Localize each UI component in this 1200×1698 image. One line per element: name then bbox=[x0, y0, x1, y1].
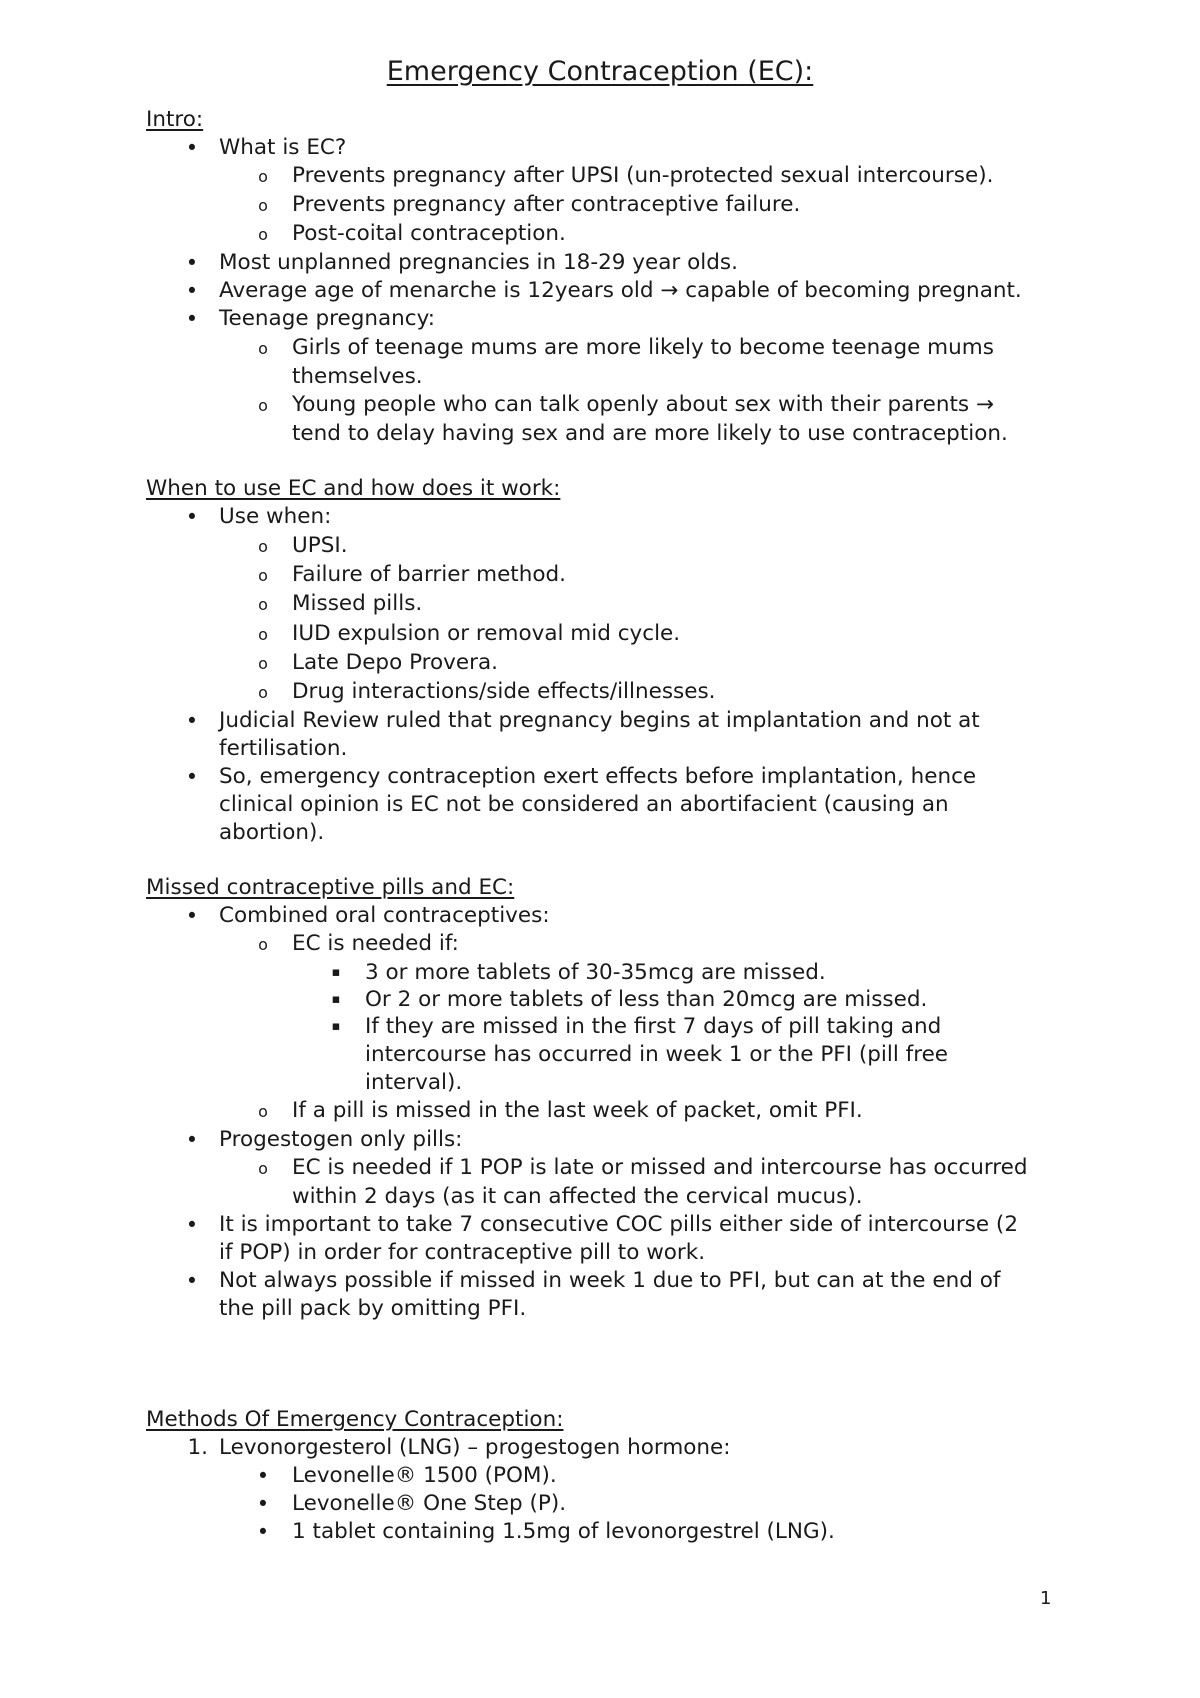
page-title: Emergency Contraception (EC): bbox=[386, 56, 814, 87]
list-item: EC is needed if: bbox=[292, 931, 459, 956]
bullet-marker: • bbox=[185, 505, 199, 529]
list-item-continuation: within 2 days (as it can affected the cervical mucus). bbox=[292, 1184, 863, 1209]
list-item-continuation: the pill pack by omitting PFI. bbox=[219, 1296, 527, 1321]
list-item: Levonelle® 1500 (POM). bbox=[292, 1463, 557, 1488]
circle-marker: o bbox=[258, 935, 268, 954]
list-item: Late Depo Provera. bbox=[292, 650, 498, 675]
bullet-marker: • bbox=[256, 1464, 270, 1488]
bullet-marker: • bbox=[185, 136, 199, 160]
bullet-marker: • bbox=[185, 1213, 199, 1237]
list-item: EC is needed if 1 POP is late or missed and intercourse has occurred bbox=[292, 1155, 1028, 1180]
list-item: Use when: bbox=[219, 504, 332, 529]
list-item-continuation: intercourse has occurred in week 1 or the PFI (pill free bbox=[365, 1042, 949, 1067]
list-item-continuation: themselves. bbox=[292, 364, 423, 389]
bullet-marker: • bbox=[185, 307, 199, 331]
list-item: Levonelle® One Step (P). bbox=[292, 1491, 567, 1516]
list-item: It is important to take 7 consecutive COC pills either side of intercourse (2 bbox=[219, 1212, 1018, 1237]
list-item: Not always possible if missed in week 1 due to PFI, but can at the end of bbox=[219, 1268, 1001, 1293]
list-item: Judicial Review ruled that pregnancy begins at implantation and not at bbox=[219, 708, 980, 733]
circle-marker: o bbox=[258, 225, 268, 244]
bullet-marker: • bbox=[185, 279, 199, 303]
intro-heading: Intro: bbox=[146, 107, 204, 132]
list-item: Average age of menarche is 12years old → capable of becoming pregnant. bbox=[219, 278, 1022, 303]
circle-marker: o bbox=[258, 654, 268, 673]
circle-marker: o bbox=[258, 339, 268, 358]
list-item: IUD expulsion or removal mid cycle. bbox=[292, 621, 681, 646]
list-item-continuation: abortion). bbox=[219, 820, 325, 845]
list-item: If a pill is missed in the last week of packet, omit PFI. bbox=[292, 1098, 863, 1123]
list-item-continuation: clinical opinion is EC not be considered an abortifacient (causing an bbox=[219, 792, 949, 817]
bullet-marker: • bbox=[185, 251, 199, 275]
list-item-continuation: fertilisation. bbox=[219, 736, 348, 761]
list-item: Drug interactions/side effects/illnesses. bbox=[292, 679, 716, 704]
bullet-marker: • bbox=[185, 904, 199, 928]
list-item: So, emergency contraception exert effects before implantation, hence bbox=[219, 764, 977, 789]
list-item: Or 2 or more tablets of less than 20mcg are missed. bbox=[365, 987, 928, 1012]
list-item: Post-coital contraception. bbox=[292, 221, 566, 246]
list-item: Failure of barrier method. bbox=[292, 562, 566, 587]
list-item: If they are missed in the first 7 days of pill taking and bbox=[365, 1014, 942, 1039]
missed-heading: Missed contraceptive pills and EC: bbox=[146, 875, 515, 900]
when-heading: When to use EC and how does it work: bbox=[146, 476, 561, 501]
circle-marker: o bbox=[258, 595, 268, 614]
circle-marker: o bbox=[258, 537, 268, 556]
circle-marker: o bbox=[258, 1102, 268, 1121]
list-item: Levonorgesterol (LNG) – progestogen hormone: bbox=[219, 1435, 731, 1460]
list-item: Teenage pregnancy: bbox=[219, 306, 435, 331]
circle-marker: o bbox=[258, 396, 268, 415]
list-item: 3 or more tablets of 30-35mcg are missed. bbox=[365, 960, 826, 985]
list-item: Combined oral contraceptives: bbox=[219, 903, 550, 928]
list-item-continuation: if POP) in order for contraceptive pill to work. bbox=[219, 1240, 706, 1265]
list-item: Young people who can talk openly about sex with their parents → bbox=[292, 392, 994, 417]
list-item: Prevents pregnancy after contraceptive failure. bbox=[292, 192, 801, 217]
bullet-marker: • bbox=[256, 1520, 270, 1544]
list-item: Girls of teenage mums are more likely to become teenage mums bbox=[292, 335, 994, 360]
circle-marker: o bbox=[258, 1159, 268, 1178]
bullet-marker: • bbox=[185, 1128, 199, 1152]
circle-marker: o bbox=[258, 625, 268, 644]
square-marker: ▪ bbox=[331, 992, 341, 1007]
page-number: 1 bbox=[1040, 1588, 1052, 1609]
list-item: Progestogen only pills: bbox=[219, 1127, 463, 1152]
list-item: Prevents pregnancy after UPSI (un-protected sexual intercourse). bbox=[292, 163, 994, 188]
square-marker: ▪ bbox=[331, 1019, 341, 1034]
bullet-marker: • bbox=[185, 709, 199, 733]
bullet-marker: • bbox=[185, 1269, 199, 1293]
circle-marker: o bbox=[258, 566, 268, 585]
bullet-marker: • bbox=[256, 1492, 270, 1516]
list-item: UPSI. bbox=[292, 533, 348, 558]
circle-marker: o bbox=[258, 196, 268, 215]
number-marker: 1. bbox=[187, 1435, 208, 1460]
list-item: Missed pills. bbox=[292, 591, 423, 616]
list-item: What is EC? bbox=[219, 135, 347, 160]
bullet-marker: • bbox=[185, 765, 199, 789]
circle-marker: o bbox=[258, 167, 268, 186]
square-marker: ▪ bbox=[331, 965, 341, 980]
list-item-continuation: interval). bbox=[365, 1070, 463, 1095]
circle-marker: o bbox=[258, 683, 268, 702]
list-item-continuation: tend to delay having sex and are more likely to use contraception. bbox=[292, 421, 1008, 446]
list-item: Most unplanned pregnancies in 18-29 year olds. bbox=[219, 250, 738, 275]
list-item: 1 tablet containing 1.5mg of levonorgestrel (LNG). bbox=[292, 1519, 835, 1544]
methods-heading: Methods Of Emergency Contraception: bbox=[146, 1407, 564, 1432]
